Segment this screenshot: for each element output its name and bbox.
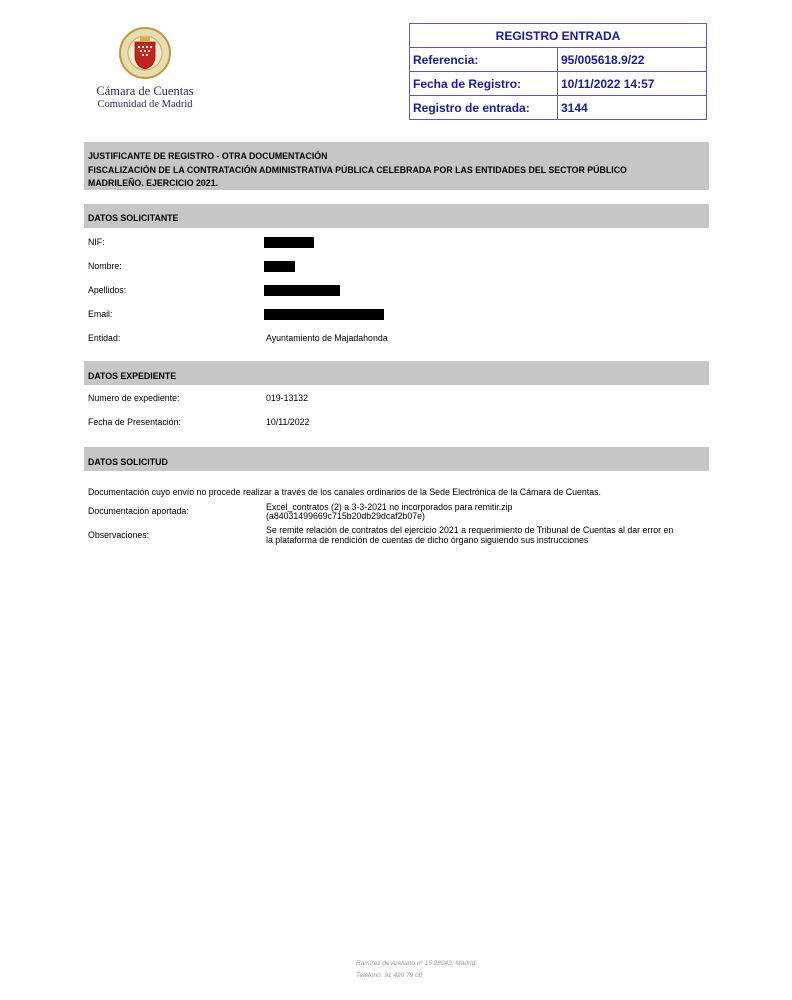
registro-row-referencia (410, 48, 707, 72)
apellidos-label: Apellidos: (88, 285, 127, 295)
nombre-label: Nombre: (88, 261, 122, 271)
nombre-redacted (264, 261, 295, 272)
nif-redacted (264, 237, 314, 248)
footer-phone: Teléfono: 91 420 79 00 (356, 972, 423, 979)
fecha-presentacion-label: Fecha de Presentación: (88, 417, 181, 427)
coat-of-arms-icon (88, 24, 202, 84)
observaciones-line-1: Se remite relación de contratos del ejercicio 2021 a requerimiento de Tribunal de Cuentas al dar error en (266, 525, 674, 535)
datos-solicitud-section: DATOS SOLICITUD (84, 447, 709, 471)
header-line-2: FISCALIZACIÓN DE LA CONTRATACIÓN ADMINISTRATIVA PÚBLICA CELEBRADA POR LAS ENTIDADES DEL SECTOR PÚBLICO (88, 164, 627, 175)
registro-row-fecha (410, 72, 707, 96)
referencia-label: Referencia: (410, 48, 558, 72)
numero-expediente-label: Numero de expediente: (88, 393, 180, 403)
fecha-presentacion-value: 10/11/2022 (266, 417, 310, 427)
email-redacted (264, 309, 384, 320)
documentacion-label: Documentación aportada: (88, 506, 189, 516)
registro-entrada-label: Registro de entrada: (410, 96, 558, 120)
fecha-registro-value: 10/11/2022 14:57 (558, 72, 707, 96)
numero-expediente-value: 019-13132 (266, 393, 309, 403)
email-label: Email: (88, 309, 113, 319)
fecha-registro-label: Fecha de Registro: (410, 72, 558, 96)
camara-de-cuentas-logo (88, 24, 202, 112)
registro-row-entrada (410, 96, 707, 120)
solicitud-intro: Documentación cuyo envío no procede realizar a través de los canales ordinarios de la Sede Electrónica de la Cámara de Cuentas. (88, 487, 601, 497)
registro-title: REGISTRO ENTRADA (410, 24, 707, 48)
logo-name: Cámara de Cuentas (96, 84, 194, 98)
apellidos-redacted (264, 285, 340, 296)
registro-entrada-value: 3144 (558, 96, 707, 120)
entidad-value: Ayuntamiento de Majadahonda (266, 333, 388, 343)
documentacion-hash: (a84031499669c715b20db29dcaf2b07e) (266, 511, 425, 521)
entidad-label: Entidad: (88, 333, 121, 343)
header-line-3: MADRILEÑO. EJERCICIO 2021. (88, 178, 219, 188)
registro-entrada-table (409, 23, 707, 120)
datos-expediente-section: DATOS EXPEDIENTE (84, 361, 709, 385)
header-line-1: JUSTIFICANTE DE REGISTRO - OTRA DOCUMENTACIÓN (88, 151, 328, 161)
referencia-value: 95/005618.9/22 (558, 48, 707, 72)
justificante-header (84, 142, 709, 190)
observaciones-label: Observaciones: (88, 530, 150, 540)
footer-address: Ramírez de Arellano nº 15 28043, Madrid (356, 960, 476, 967)
observaciones-line-2: la plataforma de rendición de cuentas de dicho órgano siguiendo sus instrucciones (266, 535, 589, 545)
nif-label: NIF: (88, 237, 105, 247)
datos-solicitante-section: DATOS SOLICITANTE (84, 204, 709, 228)
documentacion-filename: Excel_contratos (2) a 3-3-2021 no incorporados para remitir.zip (266, 502, 513, 512)
logo-subname: Comunidad de Madrid (97, 99, 193, 110)
